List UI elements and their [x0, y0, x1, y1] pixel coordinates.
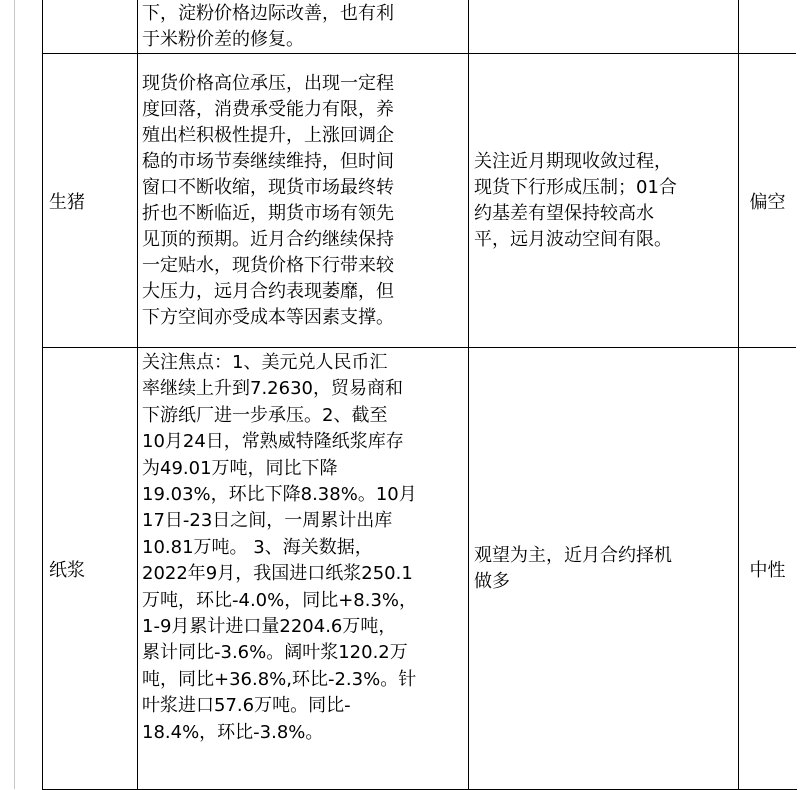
analysis-line: 下游纸厂进一步承压。2、截至 — [142, 404, 388, 426]
strategy-text — [474, 149, 738, 253]
futures-outlook-table — [42, 0, 797, 790]
analysis-text — [142, 350, 464, 746]
analysis-line: 2022年9月，我国进口纸浆250.1 — [142, 563, 413, 585]
analysis-text — [142, 71, 464, 331]
table-row-starch-continued — [43, 0, 797, 54]
analysis-line: 殖出栏积极性提升，上涨回调企 — [142, 124, 394, 146]
analysis-line: 关注焦点：1、美元兑人民币汇 — [142, 352, 388, 373]
analysis-line: 10.81万吨。 3、海关数据， — [142, 536, 373, 558]
table-row-hog — [43, 54, 797, 348]
content-cell — [138, 0, 469, 54]
analysis-line: 于米粉价差的修复。 — [142, 29, 304, 50]
analysis-line: 见顶的预期。近月合约继续保持 — [142, 228, 394, 250]
view-cell — [469, 54, 739, 348]
view-cell — [469, 0, 739, 54]
product-cell — [43, 0, 138, 54]
view-cell — [469, 348, 739, 790]
content-cell — [138, 348, 469, 790]
analysis-line: 一定贴水，现货价格下行带来较 — [142, 254, 394, 276]
analysis-line: 18.4%，环比-3.8%。 — [142, 721, 324, 743]
strategy-line: 现货下行形成压制；01合 — [474, 176, 677, 198]
product-cell — [43, 54, 138, 348]
product-cell — [43, 348, 138, 790]
bias-label: 偏空 — [749, 191, 786, 213]
strategy-line: 做多 — [474, 570, 510, 592]
analysis-line: 折也不断临近，期货市场有领先 — [142, 202, 394, 224]
analysis-line: 稳的市场节奏继续维持，但时间 — [142, 150, 394, 172]
content-cell — [138, 54, 469, 348]
analysis-line: 10月24日，常熟威特隆纸浆库存 — [142, 431, 404, 453]
analysis-line: 窗口不断收缩，现货市场最终转 — [142, 176, 394, 198]
analysis-line: 万吨，环比-4.0%，同比+8.3%， — [142, 589, 418, 611]
bias-cell — [739, 348, 797, 790]
bias-cell — [739, 54, 797, 348]
strategy-line: 平，远月波动空间有限。 — [474, 228, 672, 250]
table-row-pulp — [43, 348, 797, 790]
strategy-line: 关注近月期现收敛过程， — [474, 150, 672, 172]
analysis-line: 下，淀粉价格边际改善，也有利 — [142, 3, 394, 24]
analysis-line: 为49.01万吨，同比下降 — [142, 457, 338, 479]
analysis-line: 下方空间亦受成本等因素支撑。 — [142, 306, 394, 328]
analysis-line: 吨，同比+36.8%,环比-2.3%。针 — [142, 668, 417, 690]
analysis-line: 累计同比-3.6%。阔叶浆120.2万 — [142, 642, 408, 664]
strategy-line: 约基差有望保持较高水 — [474, 202, 654, 224]
analysis-line: 现货价格高位承压，出现一定程 — [142, 72, 394, 94]
analysis-line: 度回落，消费承受能力有限，养 — [142, 98, 394, 120]
analysis-line: 17日-23日之间，一周累计出库 — [142, 510, 393, 532]
strategy-line: 观望为主，近月合约择机 — [474, 544, 672, 566]
product-name: 纸浆 — [49, 559, 85, 581]
product-name: 生猪 — [49, 191, 85, 213]
strategy-text — [474, 543, 738, 595]
right-margin — [796, 0, 811, 789]
analysis-line: 19.03%，环比下降8.38%。10月 — [142, 484, 417, 506]
bias-cell — [739, 0, 797, 54]
analysis-text — [142, 1, 464, 53]
bias-label: 中性 — [749, 559, 786, 581]
analysis-line: 1-9月累计进口量2204.6万吨， — [142, 616, 397, 638]
left-margin-border — [14, 0, 15, 789]
analysis-line: 叶浆进口57.6万吨。同比- — [142, 695, 351, 717]
analysis-line: 大压力，远月合约表现萎靡，但 — [142, 280, 394, 302]
analysis-line: 率继续上升到7.2630，贸易商和 — [142, 378, 403, 400]
